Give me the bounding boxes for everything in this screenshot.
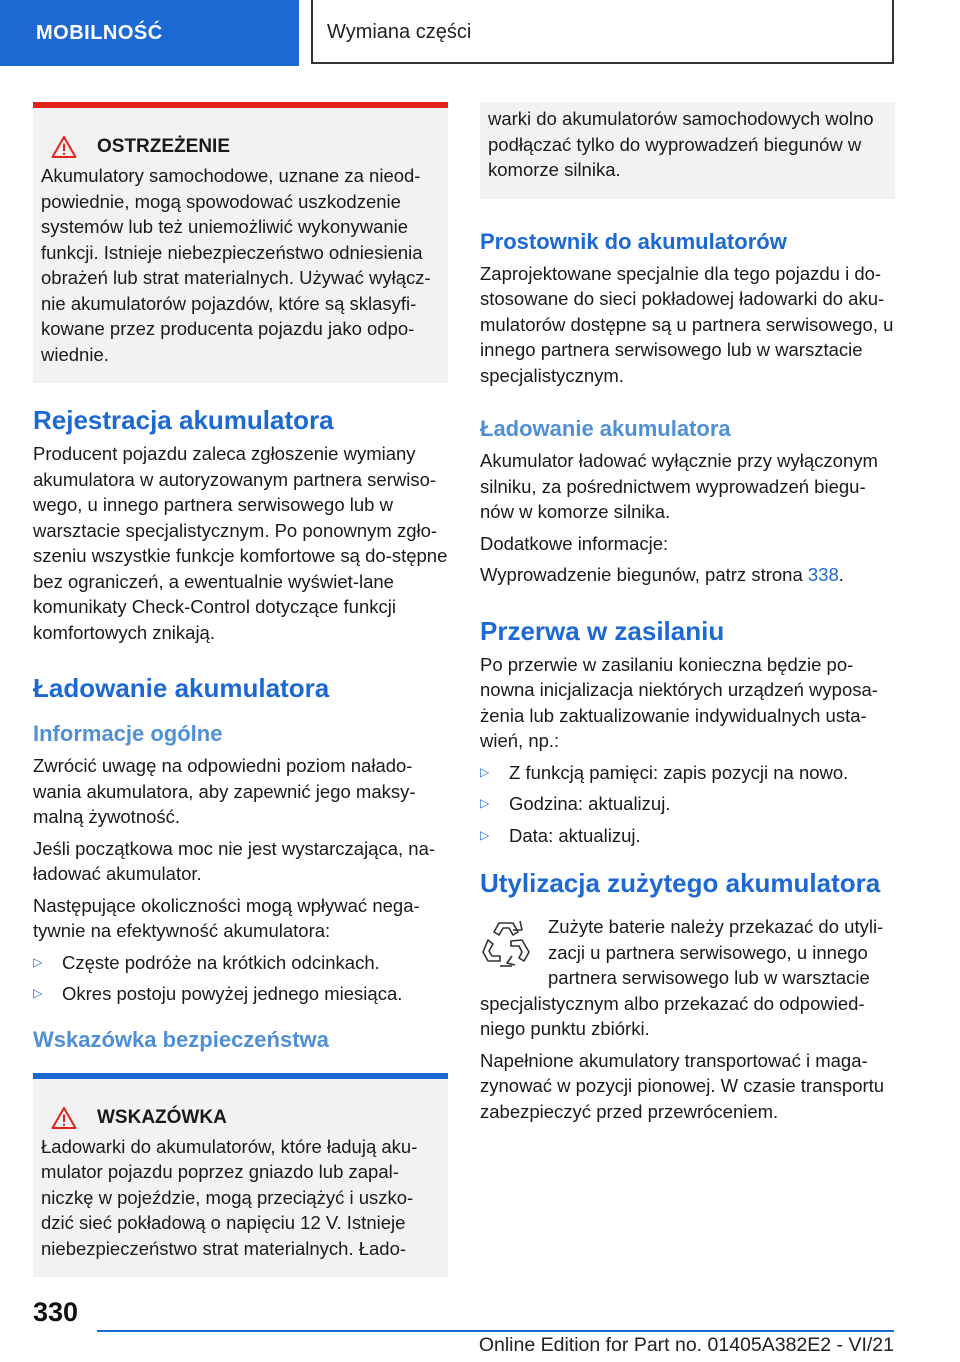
registration-heading: Rejestracja akumulatora (33, 405, 334, 435)
notice-continuation-text: warki do akumulatorów samochodowych wolno podłączać tylko do wyprowadzeń biegunów w komorze silnika. (488, 108, 874, 180)
charging-text-3: Następujące okoliczności mogą wpływać nega-tywnie na efektywność akumulatora: (33, 894, 420, 941)
disposal-line-3: partnera serwisowego lub w warsztacie (548, 967, 870, 988)
page-reference-link[interactable]: 338 (807, 564, 839, 585)
charging-bullet-list (33, 950, 448, 1007)
list-item: ▷ Okres postoju powyżej jednego miesiąca. (33, 981, 448, 1007)
more-info-label: Dodatkowe informacje: (480, 532, 669, 554)
general-info-subheading: Informacje ogólne (33, 721, 223, 746)
bullet-triangle-icon: ▷ (33, 954, 43, 969)
bullet-triangle-icon: ▷ (480, 764, 490, 779)
charging-text-2: Jeśli początkowa moc nie jest wystarczająca, na-ładować akumulator. (33, 837, 436, 884)
power-failure-bullet-list (480, 760, 895, 849)
edition-note: Online Edition for Part no. 01405A382E2 - VI/21 (478, 1334, 894, 1356)
section-tab: MOBILNOŚĆ (0, 0, 299, 66)
list-item: ▷ Częste podróże na krótkich odcinkach. (33, 950, 448, 976)
warning-header (41, 134, 436, 160)
bullet-triangle-icon: ▷ (480, 827, 490, 842)
bullet-triangle-icon: ▷ (33, 986, 43, 1000)
notice-title: WSKAZÓWKA (97, 1106, 227, 1128)
power-failure-heading: Przerwa w zasilaniu (480, 615, 725, 646)
cross-reference: Wyprowadzenie biegunów, patrz strona 338. (480, 564, 844, 585)
charging-conditions-text: Akumulator ładować wyłącznie przy wyłączonym silniku, za pośrednictwem wyprowadzeń biegu-nów w komorze silnika. (480, 450, 878, 522)
charging-heading: Ładowanie akumulatora (33, 673, 330, 703)
disposal-line-1: Zużyte baterie należy przekazać do utyli- (548, 916, 884, 937)
chapter-title: Wymiana części (311, 0, 894, 64)
disposal-text: specjalistycznym albo przekazać do odpowied-niego punktu zbiórki. (480, 992, 865, 1039)
rectifier-heading: Prostownik do akumulatorów (480, 228, 787, 254)
warning-triangle-icon (51, 135, 77, 159)
warning-title: OSTRZEŻENIE (97, 136, 231, 157)
warning-box (33, 102, 448, 383)
charging-text-1: Zwrócić uwagę na odpowiedni poziom nałado-wania akumulatora, aby zapewnić jego maksy-malną żywotność. (33, 755, 416, 827)
left-column (33, 102, 448, 1277)
page-number: 330 (33, 1297, 79, 1327)
notice-box (33, 1073, 448, 1278)
disposal-heading: Utylizacja zużytego akumulatora (480, 868, 881, 898)
charging-subheading: Ładowanie akumulatora (480, 416, 731, 441)
bullet-triangle-icon: ▷ (480, 796, 490, 810)
warning-text: Akumulatory samochodowe, uznane za nieod-powiednie, mogą spowodować uszkodzenie systemów lub też uniemożliwić wykonywanie funkcji. Istnieje niebezpieczeństwo odniesienia obrażeń lub strat materialnych. Używać wyłącz-nie akumulatorów pojazdów, które są sklasyfi-kowane przez producenta pojazdu jako odpo-wiednie. (41, 165, 431, 365)
notice-text: Ładowarki do akumulatorów, które ładują aku-mulator pojazdu poprzez gniazdo lub zapal-niczkę w pojeździe, mogą przeciążyć i uszko-dzić sieć pokładową o napięciu 12 V. Istnieje niebezpieczeństwo strat materialnych. Łado- (41, 1135, 418, 1259)
transport-text: Napełnione akumulatory transportować i maga-zynować w pozycji pionowej. W czasie transportu zabezpieczyć przed przewróceniem. (480, 1049, 885, 1122)
list-item: ▷ Z funkcją pamięci: zapis pozycji na nowo. (480, 760, 895, 786)
footer-divider (97, 1330, 894, 1332)
disposal-line-2: zacji u partnera serwisowego, u innego (548, 941, 868, 963)
power-failure-text: Po przerwie w zasilaniu konieczna będzie po-nowna inicjalizacja niektórych urządzeń wyposa-żenia lub zaktualizowanie indywidualnych usta-wień, np.: (480, 653, 878, 751)
disposal-intro (480, 914, 895, 991)
registration-text: Producent pojazdu zaleca zgłoszenie wymiany akumulatora w autoryzowanym partnera serwiso-wego, u innego partnera serwisowego lub w warsztacie specjalistycznym. Po ponownym zgło-szeniu wszystkie funkcje komfortowe są do-stępne bez ograniczeń, a ewentualnie wyświet-lane komunikaty Check-Control dotyczące funkcji komfortowych znikają. (33, 443, 448, 643)
warning-triangle-icon (51, 1106, 77, 1130)
recycle-icon (482, 918, 530, 968)
list-item: ▷ Godzina: aktualizuj. (480, 791, 895, 817)
notice-header (41, 1105, 436, 1131)
list-item: ▷ Data: aktualizuj. (480, 823, 895, 849)
notice-box-continuation (480, 102, 895, 199)
right-column (480, 102, 895, 1130)
rectifier-text: Zaprojektowane specjalnie dla tego pojazdu i do-stosowane do sieci pokładowej ładowarki do aku-mulatorów dostępne są u partnera serwisowego, u innego partnera serwisowego lub w warsztacie specjalistycznym. (480, 262, 894, 386)
safety-subheading: Wskazówka bezpieczeństwa (33, 1026, 329, 1052)
